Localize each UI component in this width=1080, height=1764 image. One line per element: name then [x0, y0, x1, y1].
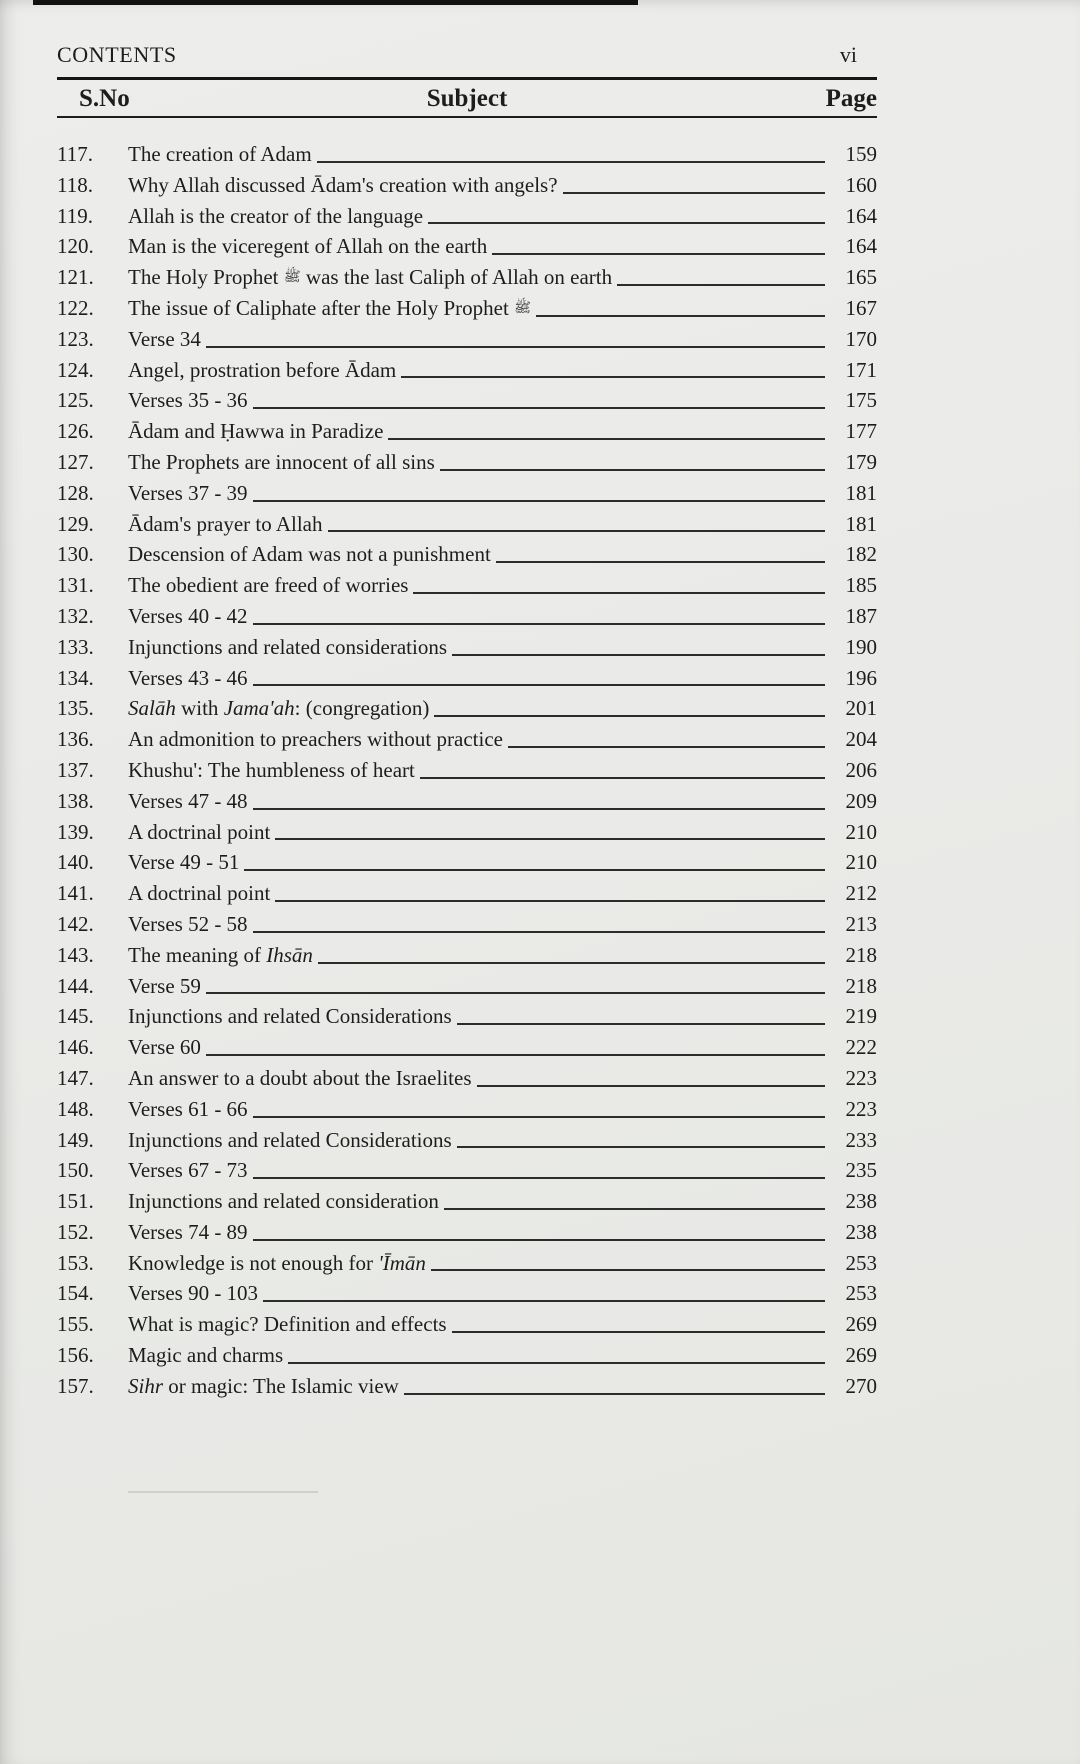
entry-number: 128.: [57, 480, 94, 505]
leader-line: [253, 500, 825, 502]
honorific-symbol: ﷺ: [283, 269, 301, 286]
leader-line: [206, 346, 825, 348]
toc-row: [57, 447, 877, 478]
toc-row: [57, 355, 877, 386]
entry-subject: [128, 601, 248, 632]
toc-row: [57, 509, 877, 540]
subject-text: Salāh: [128, 696, 176, 721]
toc-row: [57, 324, 877, 355]
subject-text: Injunctions and related consideration: [128, 1189, 439, 1214]
entry-subject: [128, 1032, 201, 1063]
leader-line: [253, 1116, 825, 1118]
toc-row: [57, 170, 877, 201]
entry-page: 212: [845, 881, 877, 906]
toc-row: [57, 817, 877, 848]
leader-line: [244, 869, 825, 871]
leader-line: [434, 715, 825, 717]
entry-number: 122.: [57, 295, 94, 320]
entry-number: 157.: [57, 1373, 94, 1398]
subject-text: Verses 67 - 73: [128, 1158, 248, 1183]
subject-text: Man is the viceregent of Allah on the earth: [128, 234, 488, 259]
entry-page: 165: [845, 265, 877, 290]
entry-subject: [128, 724, 503, 755]
subject-text: Angel, prostration before Ādam: [128, 357, 397, 382]
entry-number: 118.: [57, 172, 93, 197]
toc-row: [57, 478, 877, 509]
entry-subject: [128, 293, 531, 324]
toc-row: [57, 1125, 877, 1156]
entry-subject: [128, 139, 312, 170]
toc-row: [57, 1001, 877, 1032]
leader-line: [477, 1085, 826, 1087]
entry-page: 270: [845, 1373, 877, 1398]
subject-text: Khushu': The humbleness of heart: [128, 757, 415, 782]
entry-number: 148.: [57, 1096, 94, 1121]
subject-text: The meaning of: [128, 942, 267, 967]
leader-line: [428, 222, 825, 224]
leader-line: [401, 376, 825, 378]
subject-text: Verses 37 - 39: [128, 480, 248, 505]
entry-page: 164: [845, 203, 877, 228]
column-header-page: Page: [825, 85, 877, 112]
subject-text: Verses 61 - 66: [128, 1096, 248, 1121]
leader-line: [253, 1239, 825, 1241]
entry-page: 213: [845, 911, 877, 936]
entry-page: 218: [845, 942, 877, 967]
entry-subject: [128, 1340, 283, 1371]
entry-page: 223: [845, 1096, 877, 1121]
subject-text: An admonition to preachers without practice: [128, 727, 503, 752]
entry-subject: [128, 539, 491, 570]
entry-page: 185: [845, 573, 877, 598]
leader-line: [253, 407, 825, 409]
leader-line: [413, 592, 825, 594]
entry-number: 152.: [57, 1219, 94, 1244]
entry-page: 187: [845, 603, 877, 628]
entry-subject: [128, 786, 248, 817]
subject-text: with: [175, 696, 224, 721]
entry-subject: [128, 570, 408, 601]
entry-subject: [128, 971, 201, 1002]
subject-text: Magic and charms: [128, 1343, 284, 1368]
entry-number: 127.: [57, 449, 94, 474]
subject-text: Verse 60: [128, 1035, 201, 1060]
toc-row: [57, 632, 877, 663]
entry-page: 269: [845, 1343, 877, 1368]
running-header-title: CONTENTS: [57, 42, 177, 67]
page-content: [57, 0, 877, 1402]
leader-line: [317, 161, 825, 163]
entry-subject: [128, 1278, 258, 1309]
entry-subject: [128, 1001, 452, 1032]
toc-row: [57, 1340, 877, 1371]
entry-number: 156.: [57, 1343, 94, 1368]
entry-number: 124.: [57, 357, 94, 382]
subject-text: Verses 35 - 36: [128, 388, 248, 413]
entry-page: 206: [845, 757, 877, 782]
leader-line: [253, 1177, 825, 1179]
entry-number: 123.: [57, 326, 94, 351]
entry-number: 131.: [57, 573, 94, 598]
subject-text: or magic: The Islamic view: [163, 1373, 399, 1398]
toc-row: [57, 755, 877, 786]
entry-page: 238: [845, 1219, 877, 1244]
toc-row: [57, 570, 877, 601]
subject-text: An answer to a doubt about the Israelites: [128, 1065, 472, 1090]
entry-number: 133.: [57, 634, 94, 659]
entry-subject: [128, 231, 487, 262]
leader-line: [275, 838, 825, 840]
toc-row: [57, 1063, 877, 1094]
entry-page: 196: [845, 665, 877, 690]
entry-page: 159: [845, 142, 877, 166]
entry-number: 150.: [57, 1158, 94, 1183]
entry-subject: [128, 1186, 439, 1217]
entry-page: 209: [845, 788, 877, 813]
subject-text: Ādam and Ḥawwa in Paradize: [128, 419, 384, 444]
toc-row: [57, 1217, 877, 1248]
leader-line: [253, 808, 825, 810]
subject-text: Verses 43 - 46: [128, 665, 248, 690]
toc-row: [57, 909, 877, 940]
column-header-subject: Subject: [426, 85, 508, 112]
subject-text: Verse 34: [128, 326, 201, 351]
entry-subject: [128, 262, 612, 293]
entry-subject: [128, 324, 201, 355]
entry-number: 138.: [57, 788, 94, 813]
entry-number: 153.: [57, 1250, 94, 1275]
column-header-sno: S.No: [79, 85, 130, 112]
toc-row: [57, 971, 877, 1002]
subject-text: Verses 90 - 103: [128, 1281, 259, 1306]
subject-text: A doctrinal point: [128, 881, 271, 906]
entry-page: 210: [845, 850, 877, 875]
toc-row: [57, 1278, 877, 1309]
entry-page: 179: [845, 449, 877, 474]
entry-subject: [128, 878, 270, 909]
entry-subject: [128, 1063, 472, 1094]
leader-line: [253, 931, 825, 933]
entry-subject: [128, 847, 239, 878]
entry-number: 121.: [57, 265, 94, 290]
entry-page: 201: [845, 696, 877, 721]
leader-line: [444, 1208, 825, 1210]
entry-number: 144.: [57, 973, 94, 998]
entry-page: 219: [845, 1004, 877, 1029]
subject-text: Why Allah discussed Ādam's creation with angels?: [128, 172, 558, 197]
leader-line: [206, 992, 825, 994]
toc-row: [57, 1248, 877, 1279]
leader-line: [253, 684, 825, 686]
leader-line: [457, 1023, 825, 1025]
leader-line: [457, 1146, 825, 1148]
entry-subject: [128, 755, 415, 786]
toc-row: [57, 663, 877, 694]
subject-text: Allah is the creator of the language: [128, 203, 424, 228]
entry-subject: [128, 447, 435, 478]
entry-number: 149.: [57, 1127, 94, 1152]
entry-subject: [128, 693, 429, 724]
entry-page: 223: [845, 1065, 877, 1090]
toc-row: [57, 385, 877, 416]
entry-subject: [128, 1125, 452, 1156]
leader-line: [536, 315, 825, 317]
toc-row: [57, 1155, 877, 1186]
divider-bottom: [57, 116, 877, 118]
toc-row: [57, 724, 877, 755]
leader-line: [206, 1054, 825, 1056]
toc-row: [57, 262, 877, 293]
entry-number: 119.: [57, 203, 93, 228]
scan-artifact-bottom: [128, 1491, 318, 1493]
toc-row: [57, 601, 877, 632]
toc-row: [57, 786, 877, 817]
entry-page: 222: [845, 1035, 877, 1060]
entry-number: 140.: [57, 850, 94, 875]
subject-text: 'Īmān: [378, 1250, 426, 1275]
leader-line: [388, 438, 825, 440]
subject-text: Injunctions and related Considerations: [128, 1004, 452, 1029]
leader-line: [452, 1331, 825, 1333]
leader-line: [404, 1393, 825, 1395]
subject-text: Sihr: [128, 1373, 164, 1398]
entry-page: 233: [845, 1127, 877, 1152]
subject-text: : (congregation): [294, 696, 430, 721]
entry-number: 154.: [57, 1281, 94, 1306]
entry-number: 155.: [57, 1312, 94, 1337]
entry-subject: [128, 1248, 426, 1279]
toc-row: [57, 1094, 877, 1125]
entry-subject: [128, 416, 383, 447]
leader-line: [617, 284, 825, 286]
leader-line: [263, 1300, 825, 1302]
entry-number: 130.: [57, 542, 94, 567]
entry-page: 167: [845, 295, 877, 320]
subject-text: Verses 40 - 42: [128, 603, 248, 628]
entry-subject: [128, 909, 248, 940]
subject-text: What is magic? Definition and effects: [128, 1312, 447, 1337]
toc-row: [57, 1309, 877, 1340]
entry-page: 182: [845, 542, 877, 567]
entry-subject: [128, 632, 447, 663]
subject-text: Knowledge is not enough for: [128, 1250, 379, 1275]
entry-page: 177: [845, 419, 877, 444]
entry-subject: [128, 355, 396, 386]
entry-page: 160: [845, 172, 877, 197]
entry-page: 181: [845, 480, 877, 505]
entry-subject: [128, 1217, 248, 1248]
entry-page: 171: [845, 357, 877, 382]
leader-line: [318, 962, 825, 964]
subject-text: Injunctions and related Considerations: [128, 1127, 452, 1152]
toc-row: [57, 1032, 877, 1063]
subject-text: The Holy Prophet: [128, 265, 284, 290]
entry-page: 210: [845, 819, 877, 844]
entry-subject: [128, 170, 558, 201]
toc-row: [57, 1186, 877, 1217]
entry-subject: [128, 509, 323, 540]
entry-page: 190: [845, 634, 877, 659]
entry-number: 141.: [57, 881, 94, 906]
leader-line: [288, 1362, 825, 1364]
toc-row: [57, 139, 877, 170]
entry-number: 117.: [57, 142, 93, 166]
entry-number: 151.: [57, 1189, 94, 1214]
entry-number: 136.: [57, 727, 94, 752]
folio-page-number: vi: [839, 42, 857, 67]
subject-text: The obedient are freed of worries: [128, 573, 409, 598]
entry-page: 170: [845, 326, 877, 351]
entry-page: 218: [845, 973, 877, 998]
toc-list: [57, 139, 877, 1402]
subject-text: Verse 59: [128, 973, 201, 998]
entry-page: 238: [845, 1189, 877, 1214]
toc-row: [57, 693, 877, 724]
entry-page: 253: [845, 1281, 877, 1306]
entry-number: 146.: [57, 1035, 94, 1060]
toc-row: [57, 1371, 877, 1402]
toc-row: [57, 847, 877, 878]
toc-row: [57, 231, 877, 262]
subject-text: Ihsān: [266, 942, 313, 967]
leader-line: [431, 1269, 825, 1271]
entry-number: 129.: [57, 511, 94, 536]
subject-text: The creation of Adam: [128, 142, 312, 166]
leader-line: [328, 530, 826, 532]
entry-subject: [128, 1309, 447, 1340]
column-header-row: [57, 80, 877, 116]
entry-number: 125.: [57, 388, 94, 413]
leader-line: [492, 253, 825, 255]
entry-number: 132.: [57, 603, 94, 628]
entry-number: 126.: [57, 419, 94, 444]
entry-subject: [128, 1371, 399, 1402]
entry-number: 143.: [57, 942, 94, 967]
toc-row: [57, 293, 877, 324]
leader-line: [496, 561, 825, 563]
subject-text: Verse 49 - 51: [128, 850, 240, 875]
entry-number: 142.: [57, 911, 94, 936]
entry-subject: [128, 940, 313, 971]
entry-subject: [128, 201, 423, 232]
entry-number: 135.: [57, 696, 94, 721]
leader-line: [253, 623, 825, 625]
subject-text: Verses 52 - 58: [128, 911, 248, 936]
leader-line: [420, 777, 825, 779]
subject-text: was the last Caliph of Allah on earth: [300, 265, 613, 290]
toc-row: [57, 201, 877, 232]
subject-text: Ādam's prayer to Allah: [128, 511, 323, 536]
toc-row: [57, 416, 877, 447]
entry-subject: [128, 478, 248, 509]
toc-row: [57, 878, 877, 909]
subject-text: A doctrinal point: [128, 819, 271, 844]
entry-number: 147.: [57, 1065, 94, 1090]
subject-text: The Prophets are innocent of all sins: [128, 449, 435, 474]
subject-text: Jama'ah: [223, 696, 295, 721]
entry-subject: [128, 1155, 248, 1186]
subject-text: Verses 74 - 89: [128, 1219, 248, 1244]
subject-text: Descension of Adam was not a punishment: [128, 542, 491, 567]
leader-line: [452, 654, 825, 656]
running-header: [57, 42, 877, 68]
entry-subject: [128, 1094, 248, 1125]
entry-subject: [128, 663, 248, 694]
entry-page: 175: [845, 388, 877, 413]
entry-number: 139.: [57, 819, 94, 844]
entry-page: 181: [845, 511, 877, 536]
entry-page: 269: [845, 1312, 877, 1337]
entry-page: 164: [845, 234, 877, 259]
leader-line: [275, 900, 825, 902]
leader-line: [440, 469, 825, 471]
entry-subject: [128, 817, 270, 848]
entry-page: 235: [845, 1158, 877, 1183]
subject-text: Verses 47 - 48: [128, 788, 248, 813]
entry-number: 120.: [57, 234, 94, 259]
entry-subject: [128, 385, 248, 416]
toc-row: [57, 940, 877, 971]
entry-page: 204: [845, 727, 877, 752]
entry-number: 145.: [57, 1004, 94, 1029]
toc-row: [57, 539, 877, 570]
leader-line: [508, 746, 825, 748]
entry-number: 134.: [57, 665, 94, 690]
leader-line: [563, 192, 825, 194]
subject-text: Injunctions and related considerations: [128, 634, 447, 659]
entry-page: 253: [845, 1250, 877, 1275]
honorific-symbol: ﷺ: [514, 299, 531, 316]
entry-number: 137.: [57, 757, 94, 782]
subject-text: The issue of Caliphate after the Holy Prophet: [128, 295, 515, 320]
